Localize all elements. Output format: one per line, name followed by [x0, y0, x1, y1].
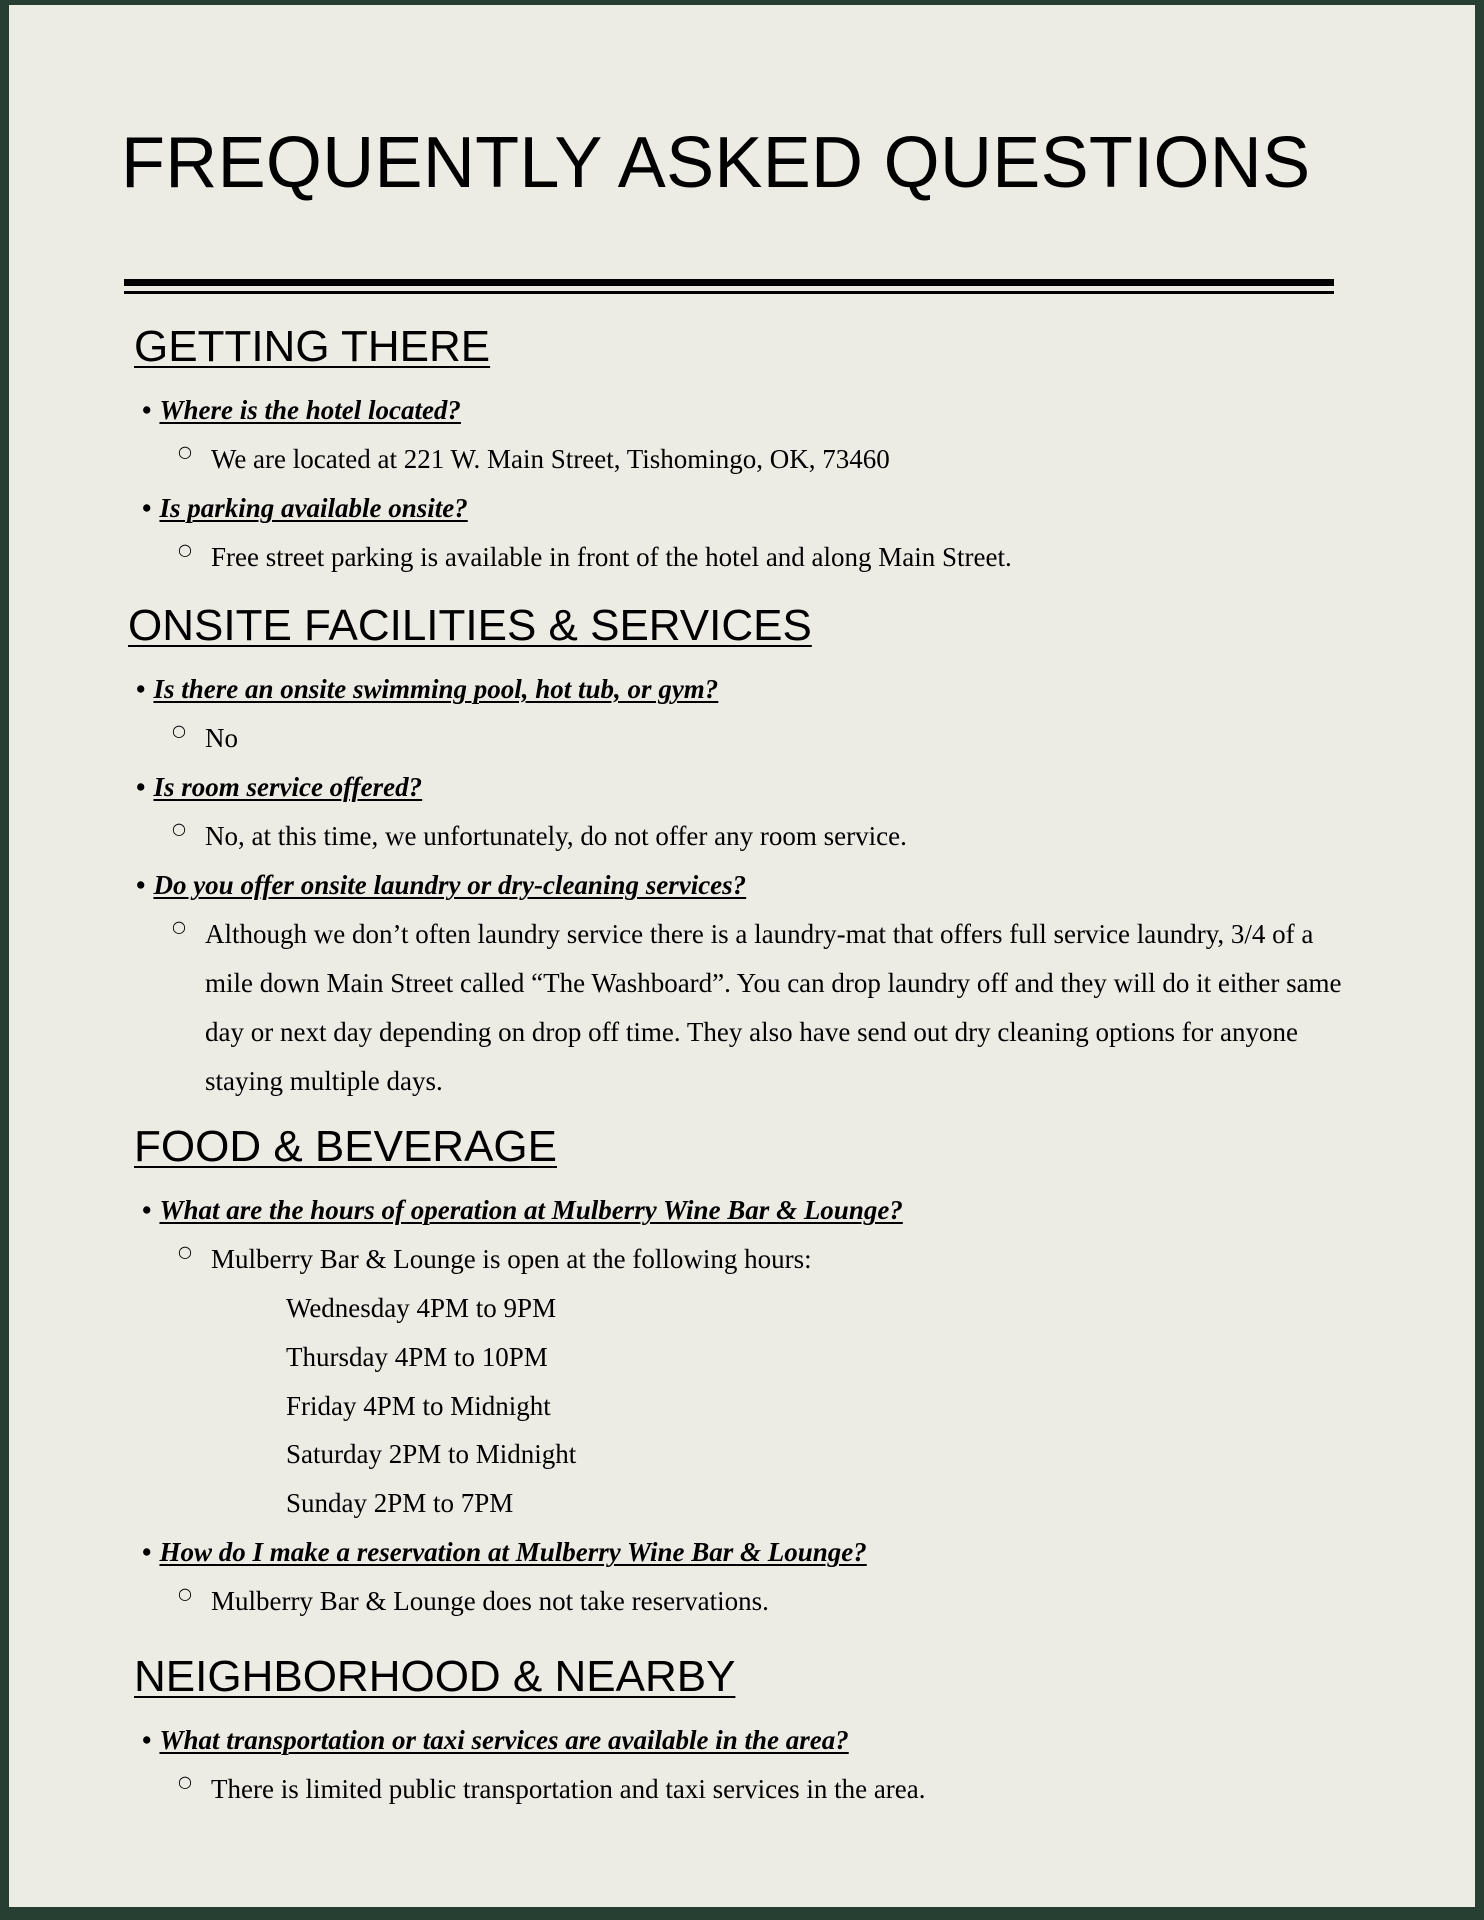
page-title: FREQUENTLY ASKED QUESTIONS	[121, 123, 1311, 203]
faq-answer: ○ We are located at 221 W. Main Street, Tishomingo, OK, 73460	[178, 435, 1318, 484]
bullet-icon: •	[142, 1725, 152, 1755]
bullet-icon: •	[142, 395, 152, 425]
faq-answer: ○ Free street parking is available in front of the hotel and along Main Street.	[178, 533, 1318, 582]
hollow-bullet-icon: ○	[172, 819, 186, 838]
hours-item: Thursday 4PM to 10PM	[286, 1341, 548, 1372]
bullet-icon: •	[136, 772, 146, 802]
section-heading-food-beverage: FOOD & BEVERAGE	[134, 1122, 557, 1171]
faq-question: • Where is the hotel located?	[142, 395, 461, 425]
bullet-icon: •	[136, 870, 146, 900]
bullet-icon: •	[142, 1537, 152, 1567]
bullet-icon: •	[142, 1195, 152, 1225]
hollow-bullet-icon: ○	[178, 540, 192, 559]
faq-answer: ○ No	[172, 714, 1322, 763]
section-heading-getting-there: GETTING THERE	[134, 322, 491, 371]
hollow-bullet-icon: ○	[172, 917, 186, 936]
faq-answer: ○ Although we don’t often laundry service there is a laundry-mat that offers full service laundry, 3/4 of a mile down Main Street called “The Washboard”. You can drop laundry off and they will do it either same day or next day depending on drop off time. They also have send out dry cleaning options for anyone staying multiple days.	[172, 910, 1362, 1106]
faq-question: • How do I make a reservation at Mulberry Wine Bar & Lounge?	[142, 1537, 867, 1567]
faq-answer: ○ There is limited public transportation and taxi services in the area.	[178, 1765, 1318, 1814]
hollow-bullet-icon: ○	[178, 442, 192, 461]
section-heading-neighborhood: NEIGHBORHOOD & NEARBY	[134, 1652, 736, 1701]
hours-list	[286, 1284, 576, 1528]
faq-question: • What transportation or taxi services are available in the area?	[142, 1725, 849, 1755]
title-divider-thin	[124, 291, 1334, 294]
hours-item: Sunday 2PM to 7PM	[286, 1488, 514, 1519]
title-divider-thick	[124, 279, 1334, 286]
faq-question: • Is parking available onsite?	[142, 493, 468, 523]
hours-item: Friday 4PM to Midnight	[286, 1390, 551, 1421]
hollow-bullet-icon: ○	[172, 721, 186, 740]
bullet-icon: •	[142, 493, 152, 523]
faq-answer: ○ No, at this time, we unfortunately, do not offer any room service.	[172, 812, 1322, 861]
faq-question: • Is room service offered?	[136, 772, 423, 802]
bullet-icon: •	[136, 674, 146, 704]
faq-question: • What are the hours of operation at Mulberry Wine Bar & Lounge?	[142, 1195, 903, 1225]
faq-answer: ○ Mulberry Bar & Lounge does not take reservations.	[178, 1577, 1318, 1626]
hollow-bullet-icon: ○	[178, 1242, 192, 1261]
hollow-bullet-icon: ○	[178, 1584, 192, 1603]
hours-item: Saturday 2PM to Midnight	[286, 1439, 577, 1470]
faq-question: • Do you offer onsite laundry or dry-cleaning services?	[136, 870, 747, 900]
section-heading-onsite-facilities: ONSITE FACILITIES & SERVICES	[128, 601, 812, 650]
hours-item: Wednesday 4PM to 9PM	[286, 1293, 557, 1323]
faq-answer: ○ Mulberry Bar & Lounge is open at the following hours:	[178, 1235, 1318, 1284]
faq-question: • Is there an onsite swimming pool, hot tub, or gym?	[136, 674, 719, 704]
hollow-bullet-icon: ○	[178, 1772, 192, 1791]
